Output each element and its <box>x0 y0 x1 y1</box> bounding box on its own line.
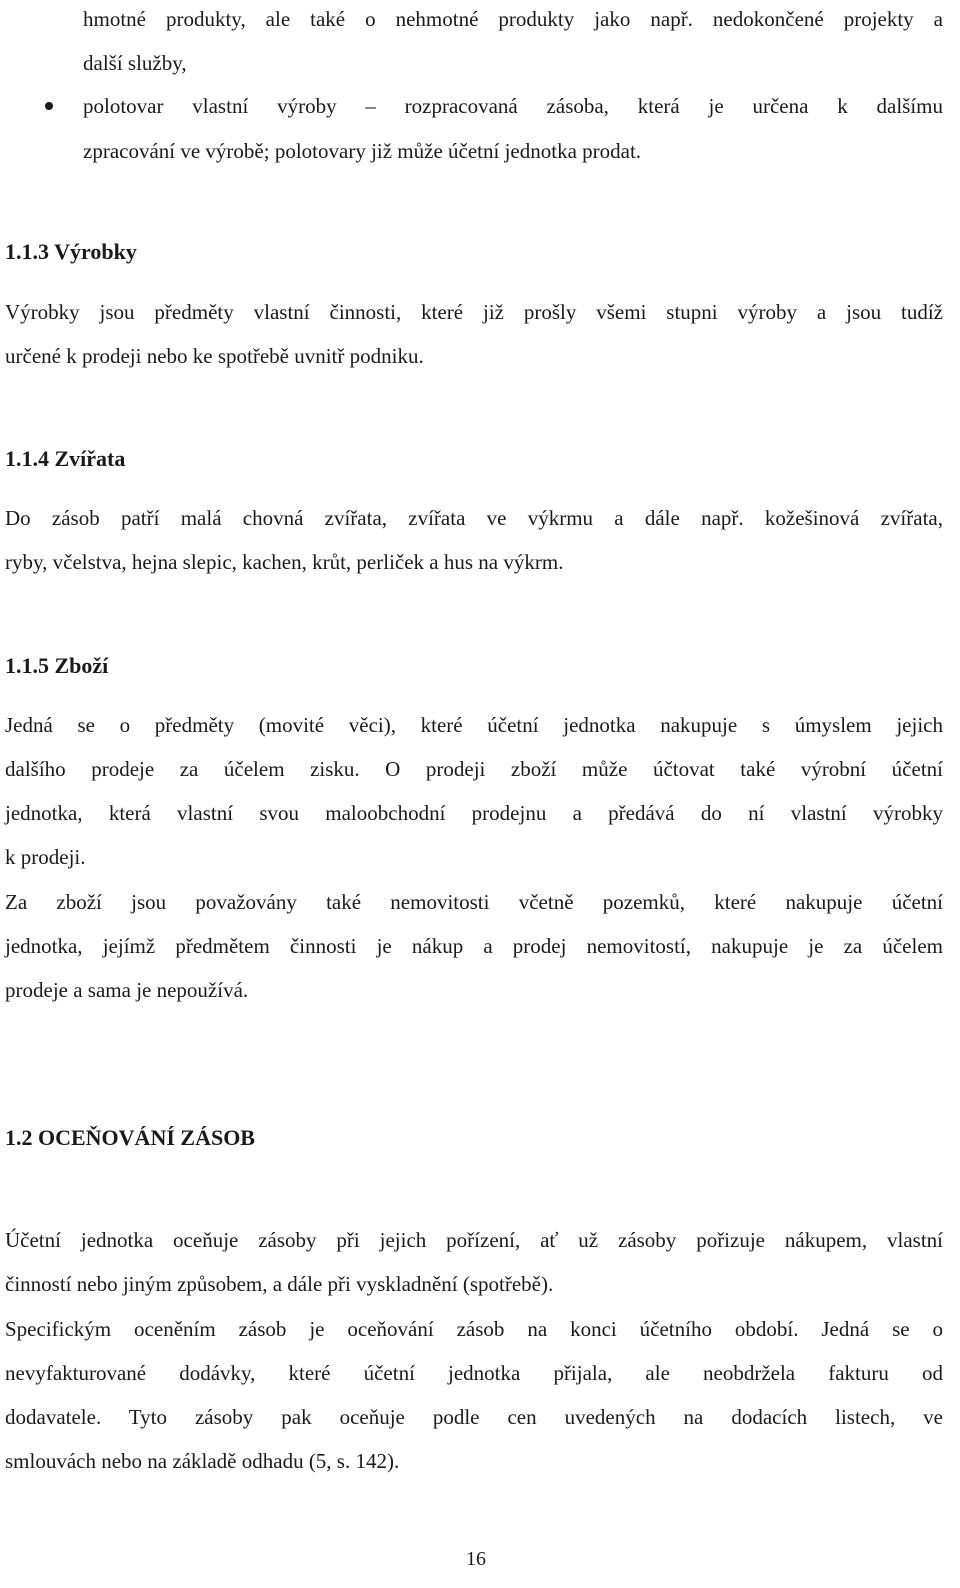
section-heading: 1.1.3 Výrobky <box>5 239 137 264</box>
paragraph-line: určené k prodeji nebo ke spotřebě uvnitř podniku. <box>5 344 424 368</box>
section-heading: 1.1.4 Zvířata <box>5 446 126 471</box>
paragraph-line: jednotka, která vlastní svou maloobchodní prodejnu a předává do ní vlastní výrobky <box>5 801 943 825</box>
paragraph-line: prodeje a sama je nepoužívá. <box>5 978 249 1002</box>
chapter-heading: 1.2 OCEŇOVÁNÍ ZÁSOB <box>5 1125 255 1150</box>
bullet-text-line: zpracování ve výrobě; polotovary již může účetní jednotka prodat. <box>83 139 642 163</box>
paragraph-line: nevyfakturované dodávky, které účetní jednotka přijala, ale neobdržela fakturu od <box>5 1361 943 1385</box>
paragraph-line: Výrobky jsou předměty vlastní činnosti, které již prošly všemi stupni výroby a jsou tudíž <box>5 300 943 324</box>
text-line: další služby, <box>83 51 187 75</box>
paragraph-line: Specifickým oceněním zásob je oceňování zásob na konci účetního období. Jedná se o <box>5 1317 943 1341</box>
paragraph-line: dalšího prodeje za účelem zisku. O prodeji zboží může účtovat také výrobní účetní <box>5 757 943 781</box>
paragraph-line: k prodeji. <box>5 845 86 869</box>
paragraph-line: Za zboží jsou považovány také nemovitosti včetně pozemků, které nakupuje účetní <box>5 890 943 914</box>
bullet-icon <box>45 102 53 110</box>
paragraph-line: smlouvách nebo na základě odhadu (5, s. 142). <box>5 1449 400 1473</box>
paragraph-line: Do zásob patří malá chovná zvířata, zvířata ve výkrmu a dále např. kožešinová zvířata, <box>5 506 943 530</box>
paragraph-line: Účetní jednotka oceňuje zásoby při jejich pořízení, ať už zásoby pořizuje nákupem, vlastní <box>5 1228 943 1252</box>
paragraph-line: dodavatele. Tyto zásoby pak oceňuje podle cen uvedených na dodacích listech, ve <box>5 1405 943 1429</box>
bullet-text-line: polotovar vlastní výroby – rozpracovaná zásoba, která je určena k dalšímu <box>83 94 943 118</box>
paragraph-line: jednotka, jejímž předmětem činnosti je nákup a prodej nemovitostí, nakupuje je za účelem <box>5 934 943 958</box>
paragraph-line: činností nebo jiným způsobem, a dále při vyskladnění (spotřebě). <box>5 1272 554 1296</box>
text-line: hmotné produkty, ale také o nehmotné produkty jako např. nedokončené projekty a <box>83 7 943 31</box>
page-number: 16 <box>466 1548 486 1570</box>
paragraph-line: ryby, včelstva, hejna slepic, kachen, krůt, perliček a hus na výkrm. <box>5 550 564 574</box>
section-heading: 1.1.5 Zboží <box>5 653 109 678</box>
paragraph-line: Jedná se o předměty (movité věci), které účetní jednotka nakupuje s úmyslem jejich <box>5 713 943 737</box>
